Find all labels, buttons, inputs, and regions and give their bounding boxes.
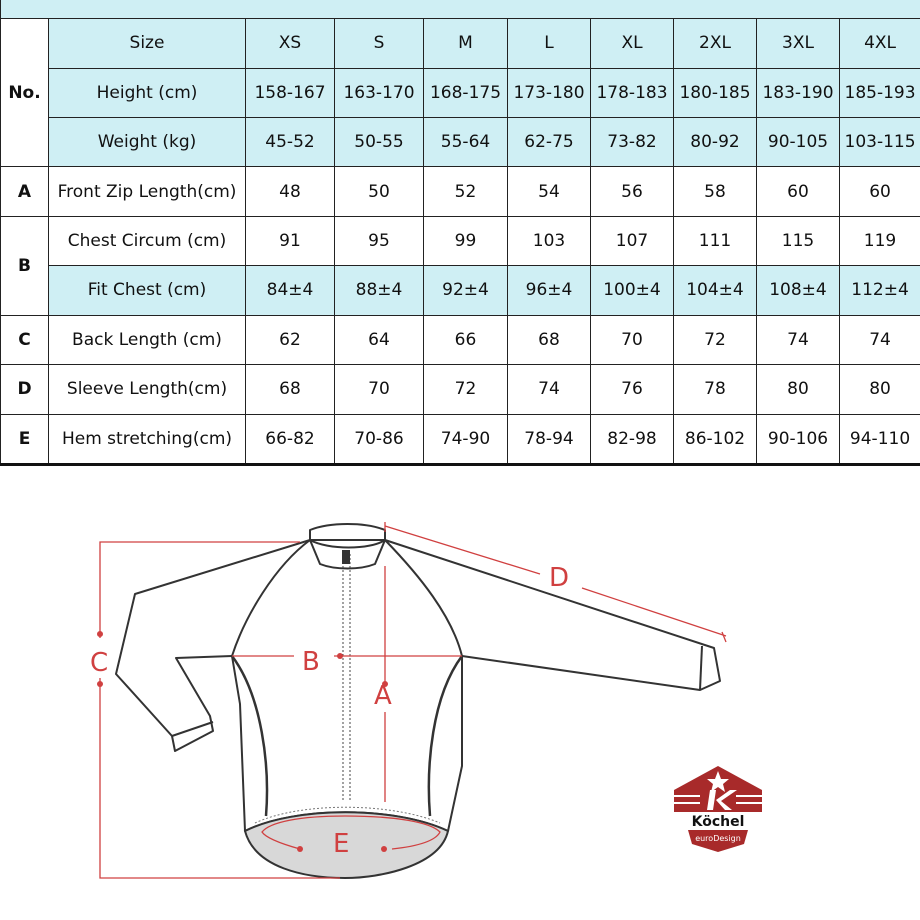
table-cell: 80 (757, 365, 840, 414)
table-cell: 70 (335, 365, 424, 414)
table-cell: 80 (840, 365, 920, 414)
table-cell: 95 (335, 216, 424, 265)
table-cell: 60 (757, 167, 840, 216)
table-cell: 73-82 (591, 118, 674, 167)
row-label-back-length: Back Length (cm) (49, 315, 246, 364)
jersey-measurement-diagram (0, 466, 920, 920)
table-cell: 70 (591, 315, 674, 364)
table-cell: 92±4 (424, 266, 508, 315)
table-cell: 78 (674, 365, 757, 414)
table-cell: 84±4 (246, 266, 335, 315)
no-header: No. (1, 19, 49, 167)
table-cell: 108±4 (757, 266, 840, 315)
diagram-label-e: E (333, 829, 350, 859)
size-cell: 3XL (757, 19, 840, 68)
top-strip (1, 0, 920, 19)
size-cell: 4XL (840, 19, 920, 68)
table-cell: 56 (591, 167, 674, 216)
diagram-label-d: D (549, 563, 570, 593)
table-cell: 119 (840, 216, 920, 265)
table-cell: 72 (674, 315, 757, 364)
row-label-sleeve-length: Sleeve Length(cm) (49, 365, 246, 414)
row-label-weight: Weight (kg) (49, 118, 246, 167)
size-cell: M (424, 19, 508, 68)
table-cell: 72 (424, 365, 508, 414)
size-cell: XL (591, 19, 674, 68)
row-label-chest-circum: Chest Circum (cm) (49, 216, 246, 265)
table-cell: 168-175 (424, 68, 508, 117)
table-cell: 45-52 (246, 118, 335, 167)
table-cell: 111 (674, 216, 757, 265)
diagram-label-a: A (374, 681, 392, 711)
table-cell: 66-82 (246, 414, 335, 464)
row-code-b: B (1, 216, 49, 315)
table-cell: 58 (674, 167, 757, 216)
top-strip-row (1, 0, 920, 19)
table-cell: 103 (508, 216, 591, 265)
table-cell: 158-167 (246, 68, 335, 117)
size-cell: S (335, 19, 424, 68)
table-cell: 104±4 (674, 266, 757, 315)
row-label-hem-stretching: Hem stretching(cm) (49, 414, 246, 464)
row-code-d: D (1, 365, 49, 414)
logo-brand-text: Köchel (691, 814, 745, 830)
table-cell: 180-185 (674, 68, 757, 117)
table-cell: 76 (591, 365, 674, 414)
row-label-size: Size (49, 19, 246, 68)
row-code-c: C (1, 315, 49, 364)
table-cell: 62-75 (508, 118, 591, 167)
table-cell: 82-98 (591, 414, 674, 464)
row-label-fit-chest: Fit Chest (cm) (49, 266, 246, 315)
table-cell: 173-180 (508, 68, 591, 117)
table-cell: 183-190 (757, 68, 840, 117)
table-cell: 90-106 (757, 414, 840, 464)
table-cell: 96±4 (508, 266, 591, 315)
size-cell: XS (246, 19, 335, 68)
table-cell: 115 (757, 216, 840, 265)
front-zip-row (1, 167, 920, 216)
right-cuff (700, 646, 702, 690)
table-cell: 88±4 (335, 266, 424, 315)
side-panels (232, 656, 462, 816)
table-cell: 68 (246, 365, 335, 414)
sleeve-length-row (1, 365, 920, 414)
size-row (1, 19, 920, 68)
row-label-height: Height (cm) (49, 68, 246, 117)
table-cell: 163-170 (335, 68, 424, 117)
table-cell: 55-64 (424, 118, 508, 167)
table-cell: 185-193 (840, 68, 920, 117)
table-cell: 86-102 (674, 414, 757, 464)
logo-tagline: euroDesign (695, 834, 741, 843)
table-cell: 74 (757, 315, 840, 364)
table-cell: 68 (508, 315, 591, 364)
back-length-row (1, 315, 920, 364)
table-cell: 94-110 (840, 414, 920, 464)
table-cell: 50-55 (335, 118, 424, 167)
table-cell: 90-105 (757, 118, 840, 167)
table-cell: 54 (508, 167, 591, 216)
table-cell: 91 (246, 216, 335, 265)
table-cell: 99 (424, 216, 508, 265)
table-cell: 66 (424, 315, 508, 364)
zipper (342, 550, 350, 802)
height-row (1, 68, 920, 117)
diagram-label-b: B (302, 647, 320, 677)
fit-chest-row (1, 266, 920, 315)
size-cell: 2XL (674, 19, 757, 68)
table-cell: 50 (335, 167, 424, 216)
jersey-outline (116, 524, 720, 831)
table-cell: 48 (246, 167, 335, 216)
table-cell: 70-86 (335, 414, 424, 464)
table-cell: 60 (840, 167, 920, 216)
table-cell: 78-94 (508, 414, 591, 464)
table-cell: 74 (840, 315, 920, 364)
table-cell: 80-92 (674, 118, 757, 167)
chest-circum-row (1, 216, 920, 265)
table-cell: 74-90 (424, 414, 508, 464)
zip-puller (342, 550, 350, 564)
table-cell: 52 (424, 167, 508, 216)
table-cell: 178-183 (591, 68, 674, 117)
table-cell: 64 (335, 315, 424, 364)
brand-logo (674, 766, 762, 852)
size-cell: L (508, 19, 591, 68)
row-code-e: E (1, 414, 49, 464)
row-label-front-zip: Front Zip Length(cm) (49, 167, 246, 216)
table-cell: 100±4 (591, 266, 674, 315)
table-cell: 107 (591, 216, 674, 265)
hem-stretching-row (1, 414, 920, 464)
collar (310, 524, 385, 548)
diagram-label-c: C (90, 648, 109, 678)
left-sleeve (116, 540, 310, 751)
table-cell: 74 (508, 365, 591, 414)
table-cell: 62 (246, 315, 335, 364)
table-cell: 103-115 (840, 118, 920, 167)
weight-row (1, 118, 920, 167)
table-cell: 112±4 (840, 266, 920, 315)
row-code-a: A (1, 167, 49, 216)
